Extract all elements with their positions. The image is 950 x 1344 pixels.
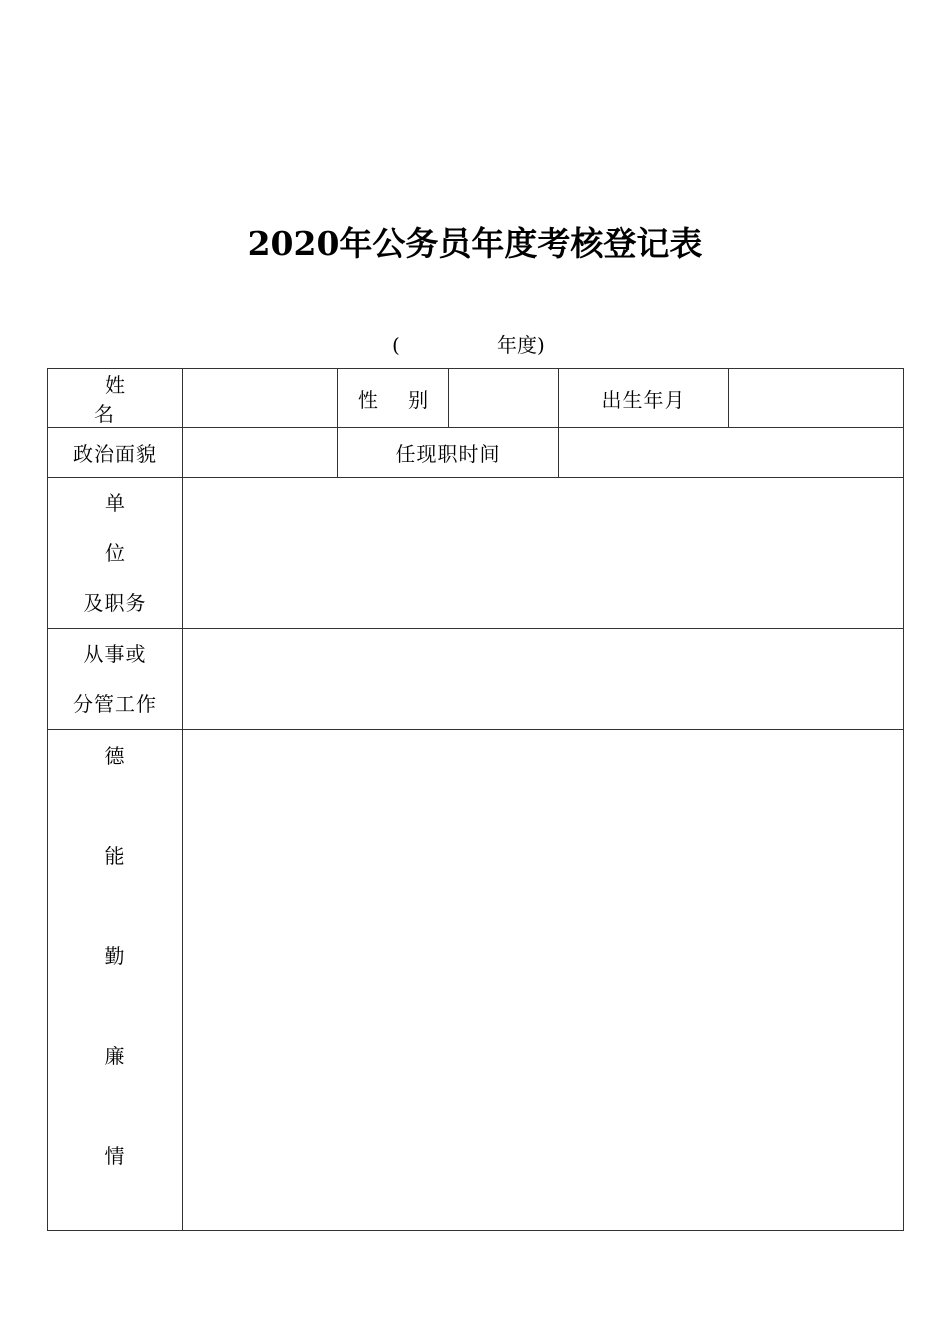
form-row-unit [48,478,904,629]
performance-char-neng: 能 [104,844,126,868]
tenure-label: 任现职时间 [338,428,559,478]
performance-char-de: 德 [104,744,126,768]
form-row-political [48,428,904,478]
name-field[interactable] [183,369,338,428]
name-label: 姓 名 [48,369,183,428]
year-label: 年度) [497,333,545,357]
political-label: 政治面貌 [48,428,183,478]
unit-label-line2: 及职务 [83,591,147,615]
performance-char-qing: 情 [104,1144,126,1168]
gender-field[interactable] [449,369,559,428]
work-label-line2: 分管工作 [73,692,157,716]
year-line [0,332,950,358]
form-row-performance [48,730,904,1231]
performance-char-qin: 勤 [104,944,126,968]
work-field[interactable] [183,629,904,730]
work-label-line1: 从事或 [83,642,147,666]
year-paren-open: ( [392,333,400,357]
performance-char-lian: 廉 [104,1044,126,1068]
performance-field[interactable] [183,730,904,1231]
form-row-basic [48,369,904,428]
birth-field[interactable] [729,369,904,428]
political-field[interactable] [183,428,338,478]
birth-label: 出生年月 [559,369,729,428]
form-row-work [48,629,904,730]
gender-label: 性 别 [338,369,449,428]
performance-label [48,730,183,1231]
tenure-field[interactable] [559,428,904,478]
registration-form-table [47,368,904,1231]
unit-field[interactable] [183,478,904,629]
unit-label-line1: 单 位 [105,491,147,565]
page-title: 2020年公务员年度考核登记表 [247,224,703,263]
unit-label [48,478,183,629]
work-label [48,629,183,730]
